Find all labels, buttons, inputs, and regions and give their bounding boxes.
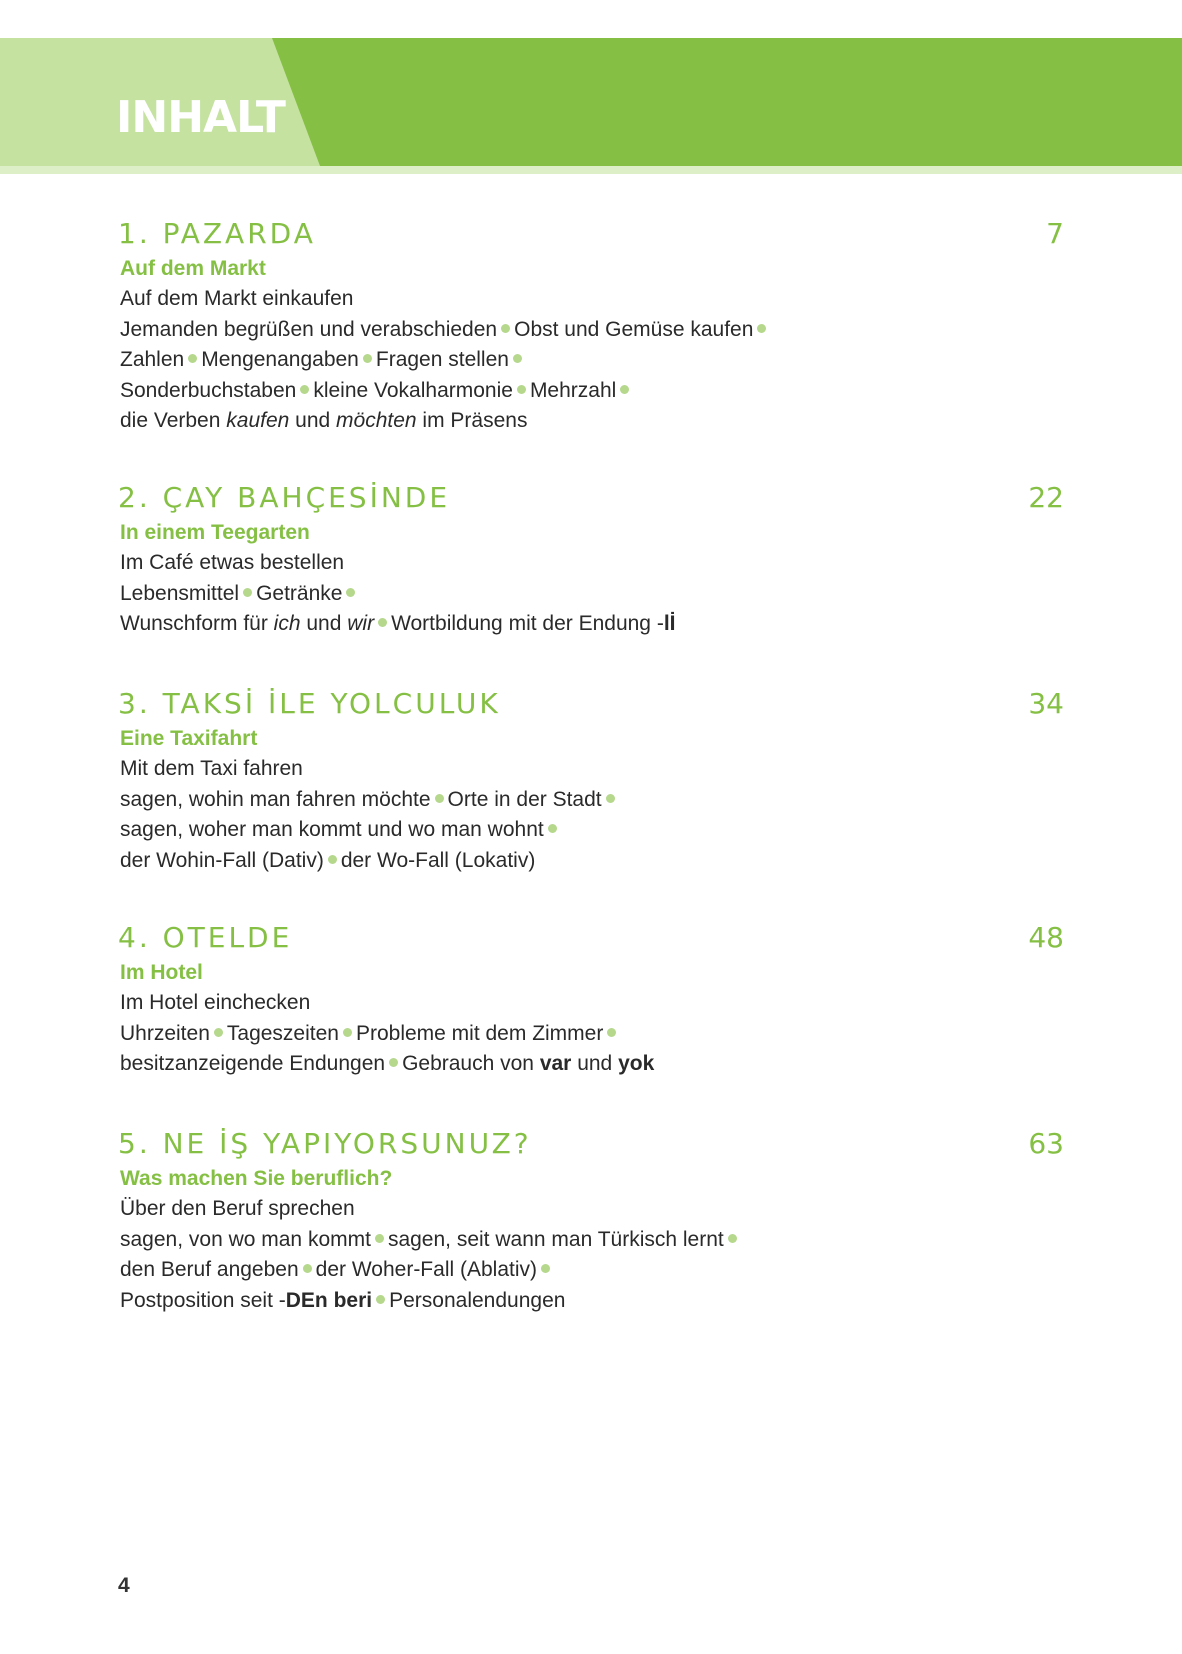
topic-item: Jemanden begrüßen und verabschieden bbox=[120, 317, 498, 341]
topic-item: der Wohin-Fall (Dativ) bbox=[120, 848, 324, 872]
topic-line bbox=[120, 1225, 741, 1256]
topic-item: Obst und Gemüse kaufen bbox=[514, 317, 754, 341]
topic-item: Orte in der Stadt bbox=[447, 787, 602, 811]
bullet-dot bbox=[376, 1295, 385, 1304]
topic-item: Lebensmittel bbox=[120, 581, 240, 605]
topic-item: Getränke bbox=[256, 581, 343, 605]
chapter-title[interactable]: 2. ÇAY BAHÇESİNDE bbox=[118, 481, 451, 514]
bullet-dot bbox=[363, 354, 372, 363]
topic-suffix: lİ bbox=[663, 612, 676, 635]
topic-item: kleine Vokalharmonie bbox=[313, 378, 513, 402]
topic-intro: Im Hotel einchecken bbox=[120, 991, 311, 1014]
topic-item: sagen, von wo man kommt bbox=[120, 1227, 371, 1251]
bullet-dot bbox=[541, 1264, 550, 1273]
topic-term: wir bbox=[347, 612, 375, 635]
topic-item: Wortbildung mit der Endung - bbox=[391, 612, 664, 635]
topic-term: DEn beri bbox=[285, 1288, 373, 1312]
chapter-subtitle: Was machen Sie beruflich? bbox=[120, 1167, 393, 1190]
topic-term: var bbox=[539, 1052, 572, 1075]
chapter-topics bbox=[120, 1194, 741, 1316]
bullet-dot bbox=[389, 1058, 398, 1067]
topic-item: und bbox=[571, 1052, 619, 1075]
topic-item: und bbox=[300, 612, 348, 635]
chapter-page-number[interactable]: 34 bbox=[1028, 687, 1064, 720]
topic-item: Postposition seit - bbox=[120, 1288, 286, 1312]
header-stripe bbox=[0, 166, 1182, 174]
bullet-dot bbox=[243, 588, 252, 597]
topic-line bbox=[120, 609, 676, 640]
chapter-topics bbox=[120, 548, 676, 640]
topic-item: Uhrzeiten bbox=[120, 1021, 210, 1045]
topic-item: Tageszeiten bbox=[226, 1021, 339, 1045]
topic-item: Sonderbuchstaben bbox=[120, 378, 297, 402]
topic-item: der Wo-Fall (Lokativ) bbox=[340, 848, 536, 872]
bullet-dot bbox=[620, 385, 629, 394]
chapter-subtitle: Eine Taxifahrt bbox=[120, 727, 258, 750]
chapter-title[interactable]: 3. TAKSİ İLE YOLCULUK bbox=[118, 687, 501, 720]
bullet-dot bbox=[517, 385, 526, 394]
topic-item: Gebrauch von bbox=[402, 1052, 540, 1075]
topic-item: und bbox=[289, 409, 337, 432]
topic-intro: Auf dem Markt einkaufen bbox=[120, 287, 354, 310]
topic-item: der Woher-Fall (Ablativ) bbox=[315, 1258, 537, 1281]
bullet-dot bbox=[435, 794, 444, 803]
bullet-dot bbox=[606, 794, 615, 803]
topic-item: Zahlen bbox=[120, 348, 185, 371]
topic-line bbox=[120, 815, 619, 846]
topic-line bbox=[120, 376, 770, 407]
page-number: 4 bbox=[118, 1574, 130, 1597]
chapter-page-number[interactable]: 48 bbox=[1028, 921, 1064, 954]
chapter-subtitle: Im Hotel bbox=[120, 961, 203, 984]
chapter-title[interactable]: 1. PAZARDA bbox=[118, 217, 316, 250]
topic-item: im Präsens bbox=[416, 409, 528, 432]
bullet-dot bbox=[607, 1028, 616, 1037]
topic-item: besitzanzeigende Endungen bbox=[120, 1052, 386, 1075]
topic-line bbox=[120, 846, 619, 877]
topic-item: Personalendungen bbox=[389, 1288, 566, 1312]
topic-item: Mehrzahl bbox=[529, 378, 617, 402]
bullet-dot bbox=[513, 354, 522, 363]
bullet-dot bbox=[214, 1028, 223, 1037]
bullet-dot bbox=[378, 618, 387, 627]
bullet-dot bbox=[375, 1234, 384, 1243]
chapter-title[interactable]: 4. OTELDE bbox=[118, 921, 293, 954]
topic-item: Probleme mit dem Zimmer bbox=[355, 1021, 604, 1045]
bullet-dot bbox=[548, 824, 557, 833]
bullet-dot bbox=[757, 324, 766, 333]
topic-line bbox=[120, 1049, 654, 1080]
topic-item: Fragen stellen bbox=[375, 348, 509, 371]
bullet-dot bbox=[303, 1264, 312, 1273]
topic-term: ich bbox=[273, 612, 301, 635]
topic-line bbox=[120, 1019, 654, 1050]
topic-line bbox=[120, 1286, 741, 1317]
bullet-dot bbox=[728, 1234, 737, 1243]
bullet-dot bbox=[501, 324, 510, 333]
topic-item: Wunschform für bbox=[120, 612, 274, 635]
topic-item: sagen, woher man kommt und wo man wohnt bbox=[120, 818, 544, 841]
topic-item: den Beruf angeben bbox=[120, 1258, 299, 1281]
topic-intro: Über den Beruf sprechen bbox=[120, 1197, 355, 1220]
chapter-page-number[interactable]: 7 bbox=[1046, 217, 1064, 250]
topic-line bbox=[120, 579, 676, 610]
topic-line bbox=[120, 345, 770, 376]
topic-item: Mengenangaben bbox=[201, 348, 359, 371]
chapter-title[interactable]: 5. NE İŞ YAPIYORSUNUZ? bbox=[118, 1127, 532, 1160]
topic-item: die Verben bbox=[120, 409, 227, 432]
chapter-page-number[interactable]: 22 bbox=[1028, 481, 1064, 514]
topic-item: sagen, wohin man fahren möchte bbox=[120, 787, 431, 811]
chapter-topics bbox=[120, 754, 619, 876]
topic-line bbox=[120, 785, 619, 816]
topic-line bbox=[120, 1255, 741, 1286]
topic-intro: Im Café etwas bestellen bbox=[120, 551, 345, 574]
topic-line bbox=[120, 406, 770, 437]
topic-term: kaufen bbox=[226, 409, 290, 432]
topic-item: sagen, seit wann man Türkisch lernt bbox=[387, 1227, 724, 1251]
bullet-dot bbox=[343, 1028, 352, 1037]
chapter-subtitle: In einem Teegarten bbox=[120, 521, 310, 544]
bullet-dot bbox=[346, 588, 355, 597]
bullet-dot bbox=[188, 354, 197, 363]
page-title: INHALT bbox=[116, 92, 285, 143]
chapter-topics bbox=[120, 284, 770, 437]
topic-term: möchten bbox=[336, 409, 417, 432]
chapter-topics bbox=[120, 988, 654, 1080]
chapter-page-number[interactable]: 63 bbox=[1028, 1127, 1064, 1160]
topic-intro: Mit dem Taxi fahren bbox=[120, 757, 303, 780]
bullet-dot bbox=[300, 385, 309, 394]
chapter-subtitle: Auf dem Markt bbox=[120, 257, 266, 280]
topic-line bbox=[120, 315, 770, 346]
bullet-dot bbox=[328, 855, 337, 864]
topic-term: yok bbox=[618, 1052, 655, 1075]
header-band bbox=[0, 38, 1182, 166]
